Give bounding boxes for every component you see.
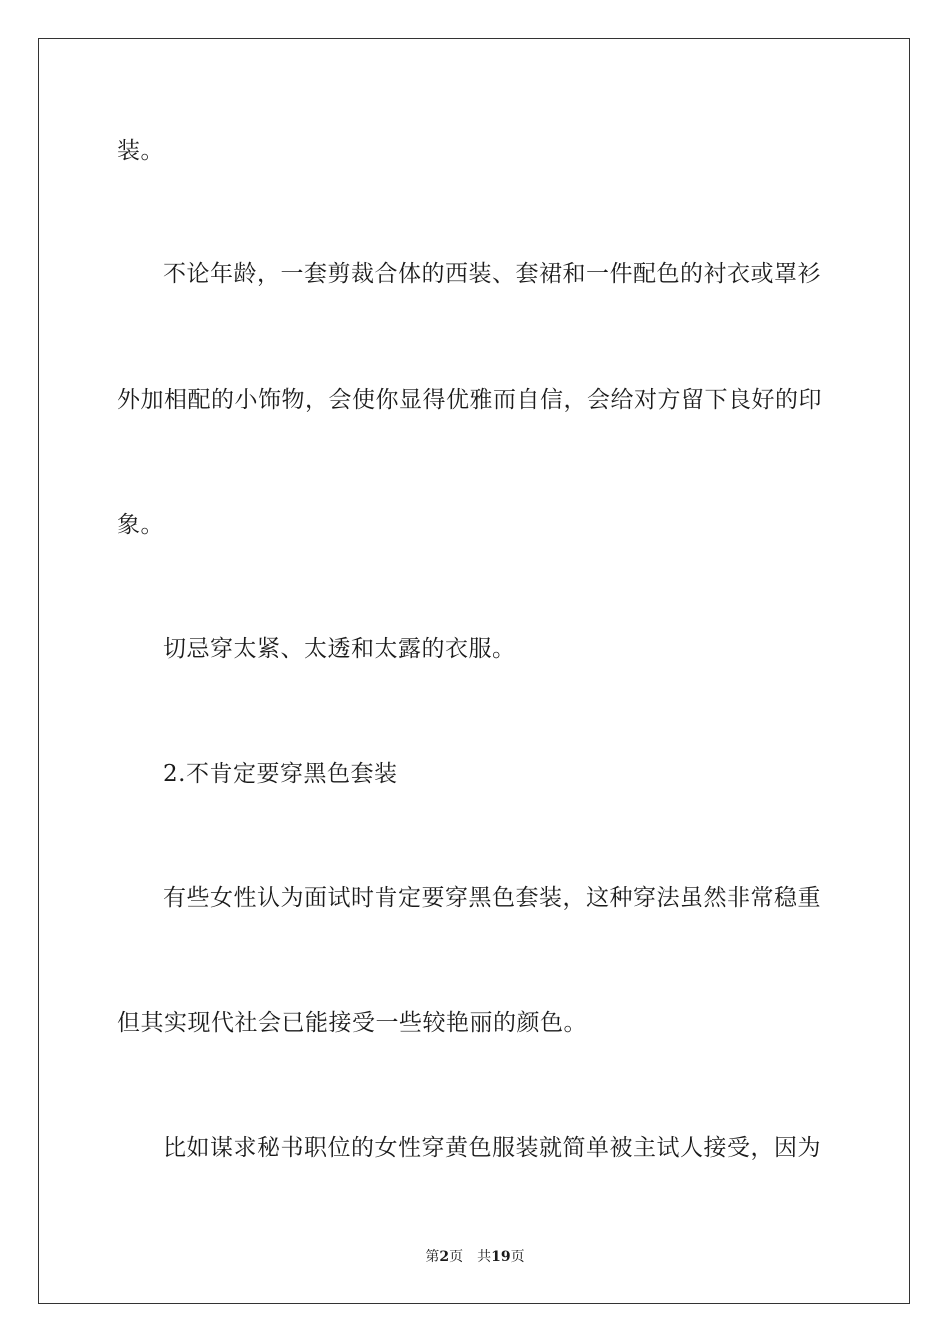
text-line-1: 装。 xyxy=(117,138,164,164)
page-suffix: 页 xyxy=(449,1249,464,1265)
page-number: 2 xyxy=(439,1249,450,1265)
total-pages: 19 xyxy=(491,1249,511,1265)
section-heading: 2.不肯定要穿黑色套装 xyxy=(163,761,398,787)
total-prefix: 共 xyxy=(477,1249,492,1265)
text-line-4: 象。 xyxy=(117,512,164,538)
text-line-3: 外加相配的小饰物，会使你显得优雅而自信，会给对方留下良好的印 xyxy=(117,387,822,413)
page-footer xyxy=(0,1248,950,1266)
text-line-5: 切忌穿太紧、太透和太露的衣服。 xyxy=(163,636,516,662)
text-line-7: 但其实现代社会已能接受一些较艳丽的颜色。 xyxy=(117,1010,587,1036)
page-border xyxy=(38,38,910,1304)
total-suffix: 页 xyxy=(510,1249,525,1265)
text-line-8: 比如谋求秘书职位的女性穿黄色服装就简单被主试人接受，因为 xyxy=(163,1135,821,1161)
text-line-6: 有些女性认为面试时肯定要穿黑色套装，这种穿法虽然非常稳重 xyxy=(163,885,821,911)
page-prefix: 第 xyxy=(425,1249,440,1265)
text-line-2: 不论年龄，一套剪裁合体的西装、套裙和一件配色的衬衣或罩衫 xyxy=(163,261,821,287)
